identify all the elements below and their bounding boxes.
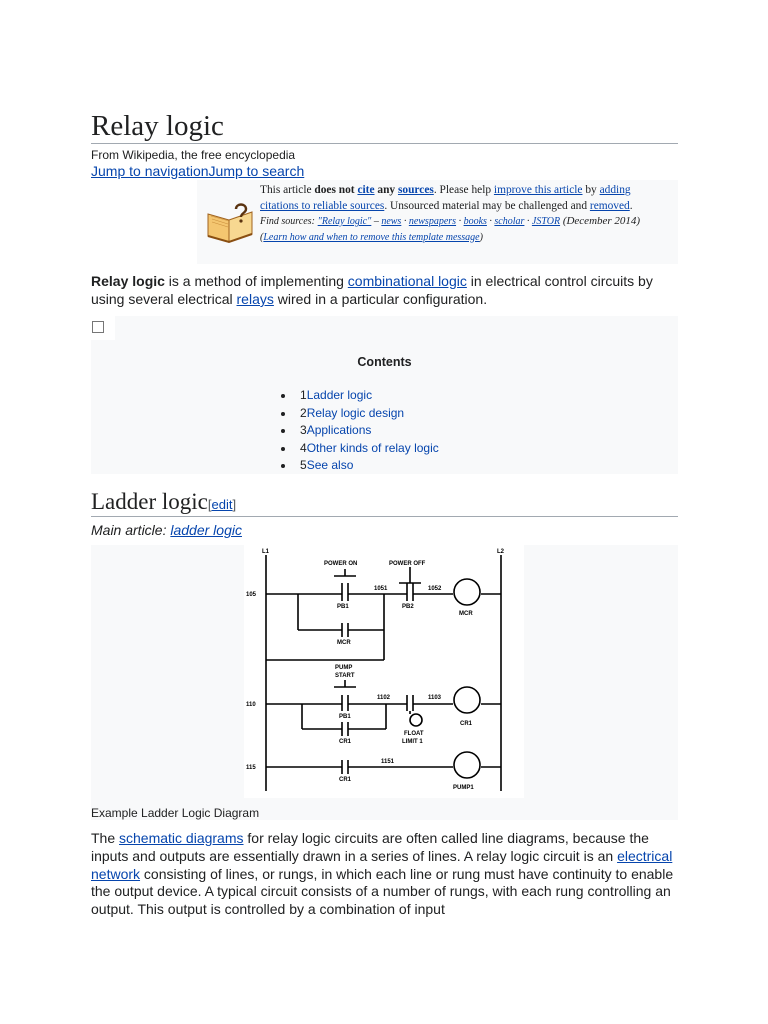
combinational-logic-link[interactable]: combinational logic bbox=[347, 273, 467, 289]
sources-link[interactable]: sources bbox=[397, 184, 434, 196]
cr1-contact-2-label: CR1 bbox=[339, 777, 352, 783]
toc-item[interactable]: 2Relay logic design bbox=[279, 405, 439, 423]
cite-link[interactable]: cite bbox=[357, 184, 375, 196]
section-heading-ladder-logic: Ladder logic[edit] bbox=[91, 489, 678, 517]
find-jstor-link[interactable]: JSTOR bbox=[531, 216, 561, 227]
toc-toggle[interactable] bbox=[91, 316, 115, 340]
toc-item[interactable]: 3Applications bbox=[279, 422, 439, 440]
jump-to-search-link[interactable]: Jump to search bbox=[208, 163, 305, 179]
unsourced-notice-box bbox=[197, 180, 678, 264]
table-of-contents bbox=[91, 316, 678, 474]
main-article-note: Main article: ladder logic bbox=[91, 522, 242, 538]
jump-to-navigation-link[interactable]: Jump to navigation bbox=[91, 163, 209, 179]
intro-paragraph: Relay logic is a method of implementing combinational logic in electrical control circuits by using several electrical relays wired in a particular configuration. bbox=[91, 273, 653, 307]
power-on-label: POWER ON bbox=[324, 561, 358, 567]
find-books-link[interactable]: books bbox=[463, 216, 487, 227]
section-edit: [edit] bbox=[207, 497, 237, 512]
ladder-logic-link[interactable]: ladder logic bbox=[170, 522, 242, 538]
pump1-coil-label: PUMP1 bbox=[453, 785, 474, 791]
node-1151-label: 1151 bbox=[381, 759, 395, 765]
rail-l1-label: L1 bbox=[262, 549, 270, 555]
find-news-link[interactable]: news bbox=[381, 216, 402, 227]
node-1051-label: 1051 bbox=[374, 586, 388, 592]
rung-110-label: 110 bbox=[246, 702, 256, 708]
find-scholar-link[interactable]: scholar bbox=[494, 216, 525, 227]
limit-label: LIMIT 1 bbox=[402, 739, 423, 745]
toc-item[interactable]: 4Other kinds of relay logic bbox=[279, 440, 439, 458]
pb1-label: PB1 bbox=[337, 604, 349, 610]
site-tagline: From Wikipedia, the free encyclopedia bbox=[91, 148, 296, 162]
power-off-label: POWER OFF bbox=[389, 561, 426, 567]
pump-label: PUMP bbox=[335, 665, 353, 671]
node-1052-label: 1052 bbox=[428, 586, 442, 592]
pb1-contact-label: PB1 bbox=[339, 714, 351, 720]
ladder-diagram-svg bbox=[244, 545, 524, 798]
schematic-diagrams-link[interactable]: schematic diagrams bbox=[119, 830, 244, 846]
adding-citations-link[interactable]: adding citations to reliable sources bbox=[260, 184, 631, 212]
electrical-network-link[interactable]: electrical network bbox=[91, 847, 673, 882]
body-paragraph: The schematic diagrams for relay logic circuits are often called line diagrams, because the inputs and outputs are essentially drawn in a series of lines. A relay logic circuit is an electrical network consisting of lines, or rungs, in which each line or rung must have continuity to enable the output device. A typical circuit consists of a number of rungs, with each rung controlling an output. This output is controlled by a combination of input bbox=[91, 830, 674, 918]
removed-link[interactable]: removed bbox=[589, 199, 630, 212]
mcr-coil-label: MCR bbox=[459, 611, 473, 617]
find-query-link[interactable]: "Relay logic" bbox=[317, 216, 372, 227]
jump-links bbox=[91, 162, 304, 180]
figure-caption: Example Ladder Logic Diagram bbox=[91, 806, 260, 820]
learn-remove-link[interactable]: Learn how and when to remove this template message bbox=[263, 231, 480, 243]
notice-text: This article does not cite any sources. Please help improve this article by adding citations to reliable sources. Unsourced material may be challenged and removed. Find sources: "Relay logic" – news · newspapers · books · scholar · JSTOR (December 2014) (Learn how and when to remove this template message) bbox=[260, 184, 641, 243]
cr1-contact-label: CR1 bbox=[339, 739, 352, 745]
relays-link[interactable]: relays bbox=[236, 291, 274, 307]
toc-item[interactable]: 5See also bbox=[279, 457, 439, 475]
improve-article-link[interactable]: improve this article bbox=[493, 184, 583, 196]
float-label: FLOAT bbox=[404, 731, 424, 737]
pb2-label: PB2 bbox=[402, 604, 414, 610]
find-newspapers-link[interactable]: newspapers bbox=[408, 216, 457, 227]
figure-thumbnail bbox=[91, 545, 678, 820]
book-question-icon bbox=[205, 200, 255, 244]
start-label: START bbox=[335, 673, 355, 679]
edit-section-link[interactable]: edit bbox=[211, 497, 233, 512]
toc-list bbox=[279, 387, 439, 475]
toc-toggle-checkbox[interactable] bbox=[92, 321, 104, 333]
cr1-coil-label: CR1 bbox=[460, 721, 473, 727]
rung-115-label: 115 bbox=[246, 765, 256, 771]
rail-l2-label: L2 bbox=[497, 549, 505, 555]
node-1103-label: 1103 bbox=[428, 695, 442, 701]
ladder-logic-diagram[interactable] bbox=[244, 545, 524, 798]
mcr-contact-label: MCR bbox=[337, 640, 351, 646]
node-1102-label: 1102 bbox=[377, 695, 391, 701]
page-title: Relay logic bbox=[91, 108, 678, 144]
rung-105-label: 105 bbox=[246, 592, 257, 598]
toc-item[interactable]: 1Ladder logic bbox=[279, 387, 439, 405]
toc-title: Contents bbox=[357, 355, 412, 369]
